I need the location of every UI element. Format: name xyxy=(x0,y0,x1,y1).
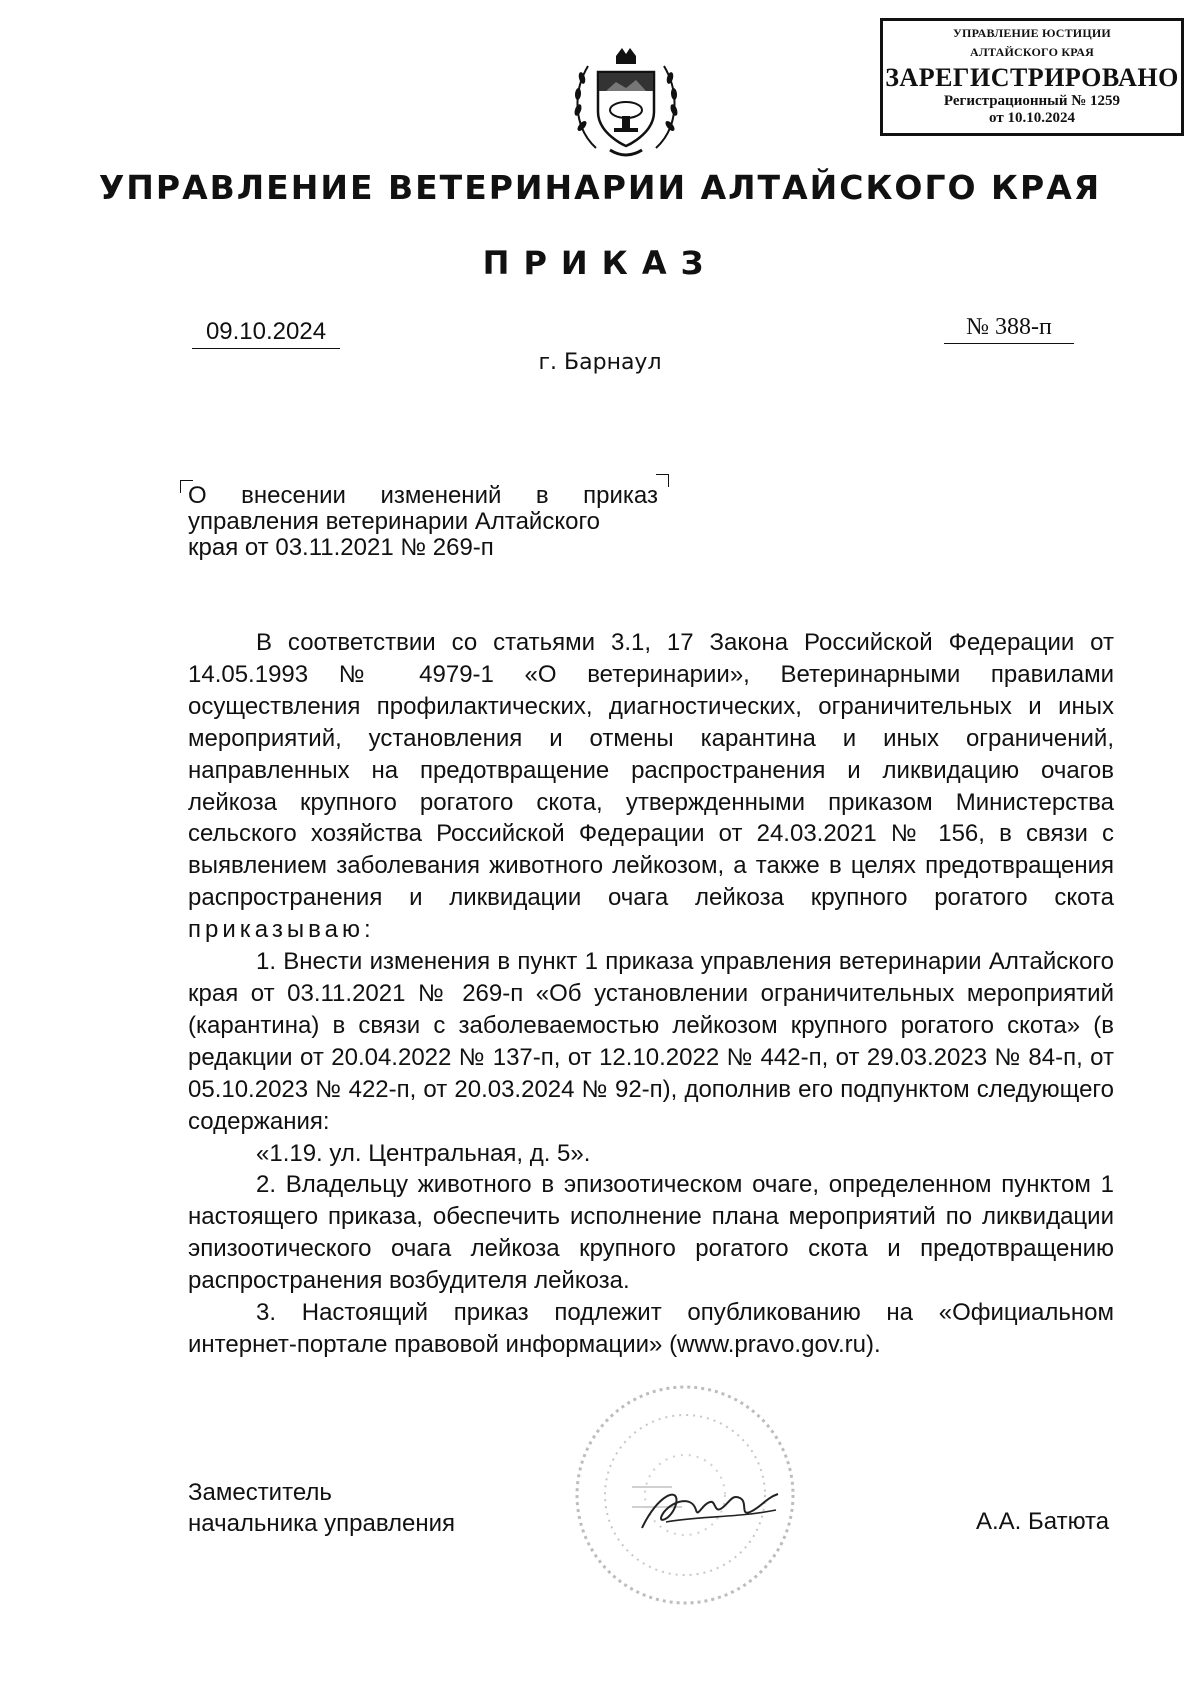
stamp-reg-date: от 10.10.2024 xyxy=(989,110,1075,126)
order-word: приказываю: xyxy=(188,916,375,944)
coat-of-arms-icon xyxy=(566,38,686,162)
preamble-text: В соответствии со статьями 3.1, 17 Закона Российской Федерации от 14.05.1993 № 4979-1 «О ветеринарии», Ветеринарными правилами осуществления профилактических, диагностических, ограничительных и иных мероприятий, установления и отмены карантина и иных ограничений, направленных на предотвращение распространения и ликвидацию очагов лейкоза крупного рогатого скота, утвержденными приказом Министерства сельского хозяйства Российской Федерации от 24.03.2021 № 156, в связи с выявлением заболевания животного лейкозом, а также в целях предотвращения распространения и ликвидации очага лейкоза крупного рогатого скота xyxy=(188,629,1114,912)
signer-position xyxy=(188,1477,455,1539)
stamp-reg-number: Регистрационный № 1259 xyxy=(943,93,1121,109)
stamp-status: ЗАРЕГИСТРИРОВАНО xyxy=(885,63,1179,92)
organization-title: УПРАВЛЕНИЕ ВЕТЕРИНАРИИ АЛТАЙСКОГО КРАЯ xyxy=(98,168,1102,207)
document-type: ПРИКАЗ xyxy=(482,244,718,282)
document-number: № 388-п xyxy=(944,314,1074,344)
item-1: 1. Внести изменения в пункт 1 приказа управления ветеринарии Алтайского края от 03.11.2021 № 269-п «Об установлении ограничительных мероприятий (карантина) в связи с заболеваемостью лейкозом крупного рогатого скота» (в редакции от 20.04.2022 № 137-п, от 12.10.2022 № 442-п, от 29.03.2023 № 84-п, от 05.10.2023 № 422-п, от 20.03.2024 № 92-п), дополнив его подпунктом следующего содержания: xyxy=(188,948,1114,1135)
document-body xyxy=(188,627,1114,1361)
stamp-org-line2: АЛТАЙСКОГО КРАЯ xyxy=(970,45,1094,59)
subject-line: управления ветеринарии Алтайского xyxy=(188,508,601,535)
document-city: г. Барнаул xyxy=(538,350,662,375)
item-1-subitem: «1.19. ул. Центральная, д. 5». xyxy=(256,1139,591,1167)
registration-stamp xyxy=(880,18,1184,136)
stamp-org-line1: УПРАВЛЕНИЕ ЮСТИЦИИ xyxy=(953,26,1111,40)
signer-name: А.А. Батюта xyxy=(976,1508,1110,1535)
document-date: 09.10.2024 xyxy=(192,318,340,349)
item-3: 3. Настоящий приказ подлежит опубликованию на «Официальном интернет-портале правовой информации» (www.pravo.gov.ru). xyxy=(188,1299,1114,1358)
preamble-paragraph xyxy=(188,627,1114,946)
signer-position-line: Заместитель xyxy=(188,1479,332,1506)
handwritten-signature xyxy=(636,1476,786,1546)
document-subject xyxy=(188,483,658,561)
subject-line: края от 03.11.2021 № 269-п xyxy=(188,534,494,561)
subject-line: О внесении изменений в приказ xyxy=(188,482,658,509)
signer-position-line: начальника управления xyxy=(188,1510,456,1537)
item-2: 2. Владельцу животного в эпизоотическом очаге, определенном пунктом 1 настоящего приказа, обеспечить исполнение плана мероприятий по ликвидации эпизоотического очага лейкоза крупного рогатого скота и предотвращению распространения возбудителя лейкоза. xyxy=(188,1171,1114,1295)
